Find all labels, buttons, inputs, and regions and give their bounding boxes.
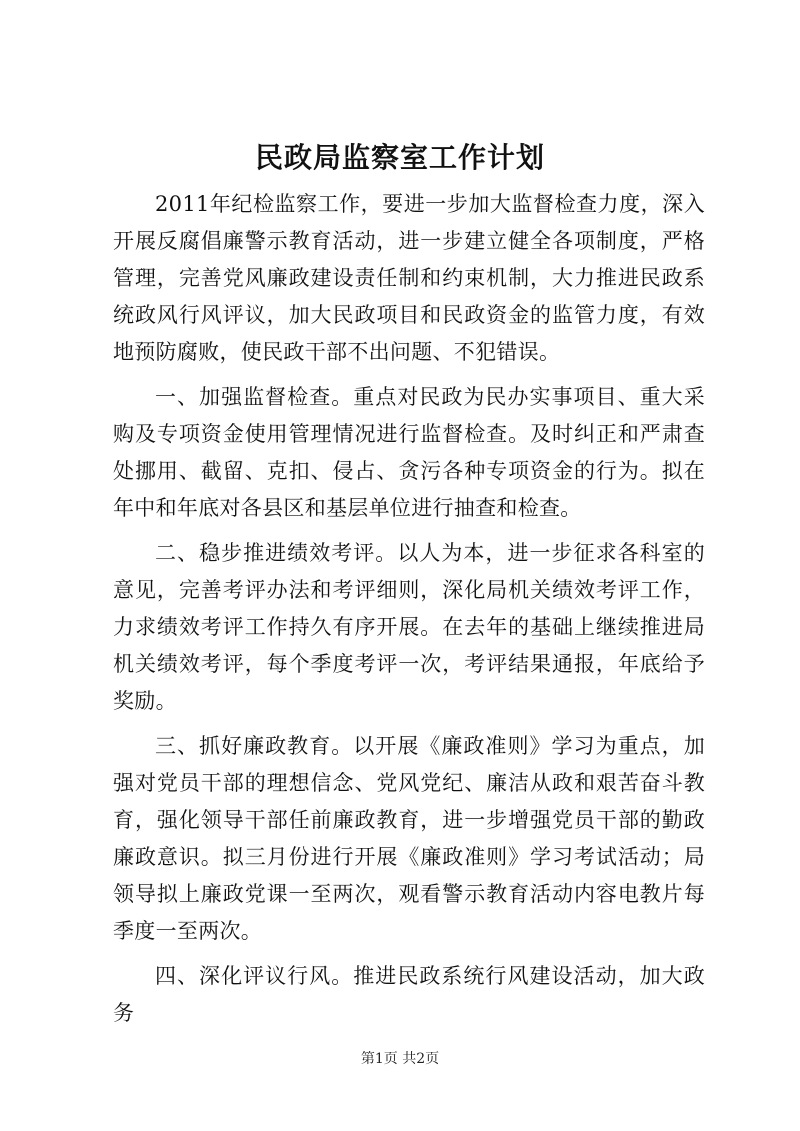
paragraph-section-1: 一、加强监督检查。重点对民政为民办实事项目、重大采购及专项资金使用管理情况进行监督检查。及时纠正和严肃查处挪用、截留、克扣、侵占、贪污各种专项资金的行为。拟在年中和年底对各县区和基层单位进行抽查和检查。 — [113, 385, 705, 520]
document-body — [113, 186, 705, 1032]
page-number-footer: 第1页 共2页 — [360, 1051, 440, 1067]
document-title: 民政局监察室工作计划 — [254, 141, 545, 174]
paragraph-intro: 2011年纪检监察工作，要进一步加大监督检查力度，深入开展反腐倡廉警示教育活动，进一步建立健全各项制度，严格管理，完善党风廉政建设责任制和约束机制，大力推进民政系统政风行风评议，加大民政项目和民政资金的监管力度，有效地预防腐败，使民政干部不出问题、不犯错误。 — [113, 192, 705, 364]
paragraph-section-3: 三、抓好廉政教育。以开展《廉政准则》学习为重点，加强对党员干部的理想信念、党风党纪、廉洁从政和艰苦奋斗教育，强化领导干部任前廉政教育，进一步增强党员干部的勤政廉政意识。拟三月份进行开展《廉政准则》学习考试活动；局领导拟上廉政党课一至两次，观看警示教育活动内容电教片每季度一至两次。 — [113, 734, 705, 943]
paragraph-section-2: 二、稳步推进绩效考评。以人为本，进一步征求各科室的意见，完善考评办法和考评细则，深化局机关绩效考评工作，力求绩效考评工作持久有序开展。在去年的基础上继续推进局机关绩效考评，每个季度考评一次，考评结果通报，年底给予奖励。 — [113, 541, 705, 713]
paragraph-section-4: 四、深化评议行风。推进民政系统行风建设活动，加大政务 — [113, 964, 705, 1025]
